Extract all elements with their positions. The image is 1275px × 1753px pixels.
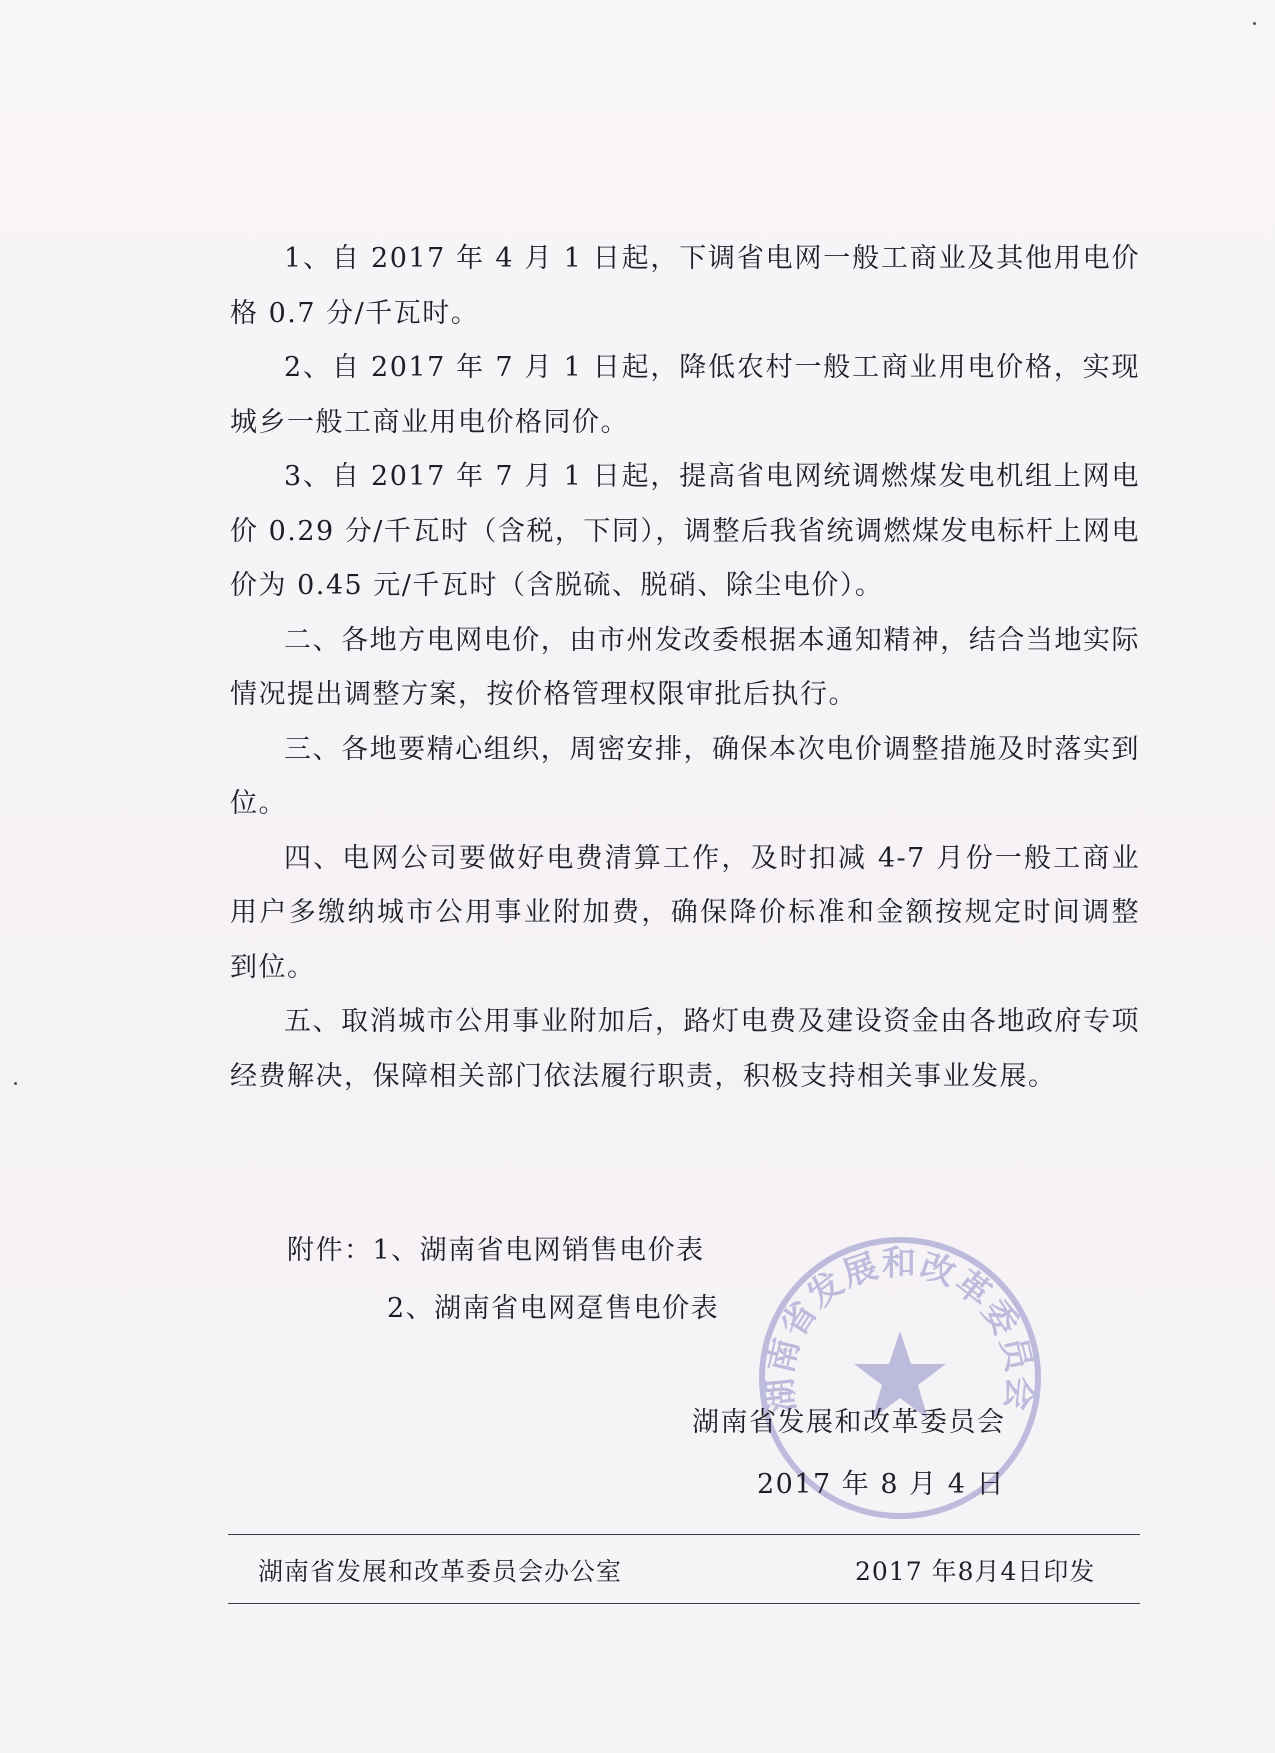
footer-divider-bottom (228, 1603, 1140, 1604)
paragraph-1: 1、自 2017 年 4 月 1 日起，下调省电网一般工商业及其他用电价格 0.7 分/千瓦时。 (230, 243, 1140, 329)
document-body (230, 232, 1140, 1104)
signature-date: 2017 年 8 月 4 日 (757, 1469, 1005, 1500)
scan-speck (14, 1082, 17, 1085)
attachment-item-2: 2、湖南省电网趸售电价表 (387, 1293, 720, 1324)
paragraph-6: 四、电网公司要做好电费清算工作，及时扣减 4-7 月份一般工商业用户多缴纳城市公用事业附加费，确保降价标准和金额按规定时间调整到位。 (230, 842, 1140, 983)
footer-divider-top (228, 1534, 1140, 1535)
attachments-list (287, 1222, 719, 1338)
paragraph-2: 2、自 2017 年 7 月 1 日起，降低农村一般工商业用电价格，实现城乡一般工商业用电价格同价。 (230, 352, 1140, 438)
signature-organization: 湖南省发展和改革委员会 (692, 1407, 1006, 1438)
paragraph-3: 3、自 2017 年 7 月 1 日起，提高省电网统调燃煤发电机组上网电价 0.29 分/千瓦时（含税，下同），调整后我省统调燃煤发电标杆上网电价为 0.45 元/千瓦时（含脱硫、脱硝、除尘电价）。 (230, 461, 1140, 601)
paragraph-4: 二、各地方电网电价，由市州发改委根据本通知精神，结合当地实际情况提出调整方案，按价格管理权限审批后执行。 (230, 624, 1140, 710)
paragraph-5: 三、各地要精心组织，周密安排，确保本次电价调整措施及时落实到位。 (230, 733, 1140, 819)
paragraph-7: 五、取消城市公用事业附加后，路灯电费及建设资金由各地政府专项经费解决，保障相关部门依法履行职责，积极支持相关事业发展。 (230, 1006, 1140, 1092)
attachment-item-1: 附件：1、湖南省电网销售电价表 (287, 1235, 705, 1266)
scan-speck (1253, 22, 1256, 25)
footer-issue-date: 2017 年8月4日印发 (855, 1557, 1096, 1586)
svg-text:湖南省发展和改革委员会: 湖南省发展和改革委员会 (759, 1243, 1041, 1415)
footer-issuer: 湖南省发展和改革委员会办公室 (258, 1557, 623, 1586)
